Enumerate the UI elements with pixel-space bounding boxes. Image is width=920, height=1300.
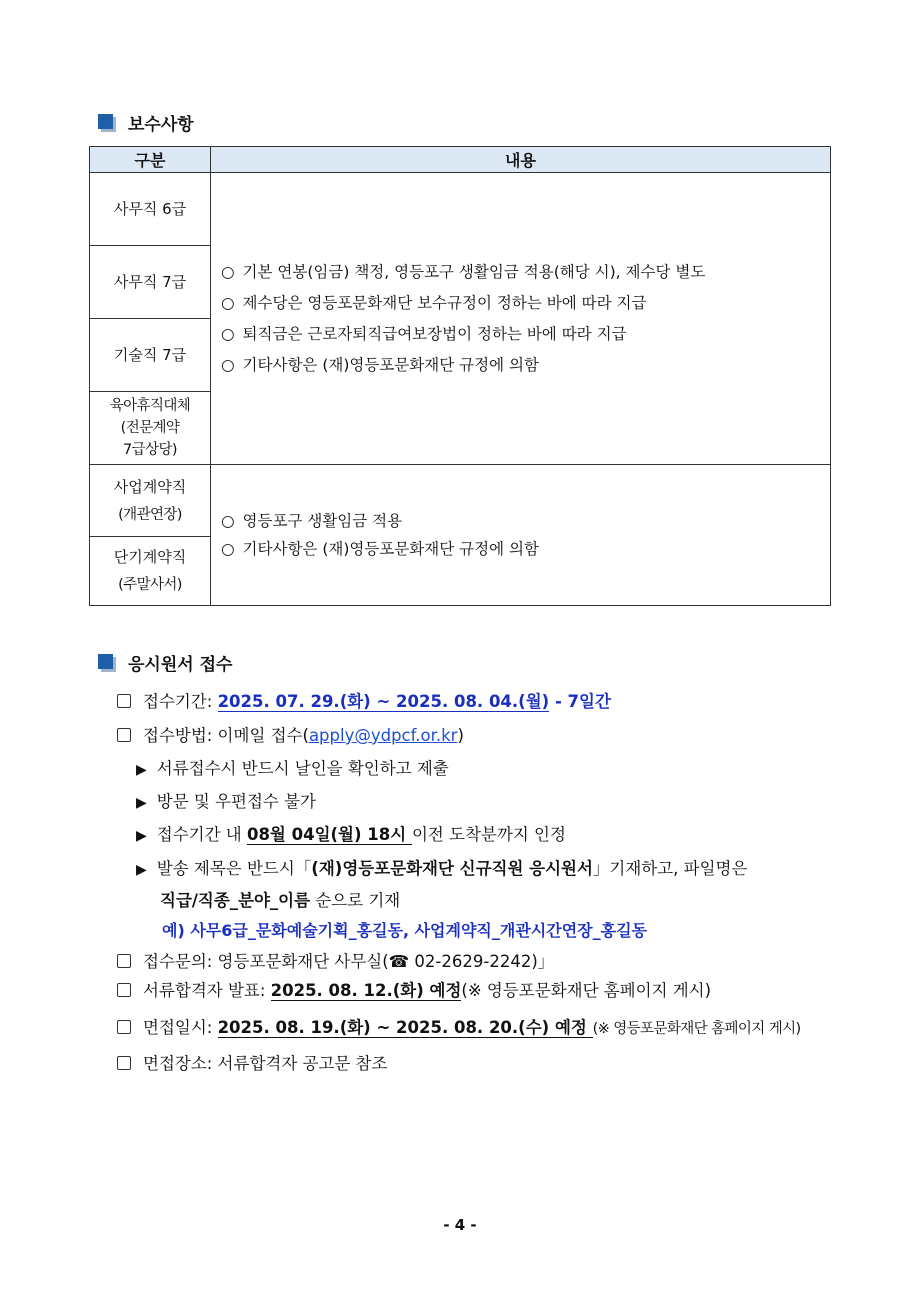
content-line xyxy=(221,350,830,381)
content-line xyxy=(221,507,830,535)
square-bullet-icon xyxy=(98,114,116,132)
email-link[interactable]: apply@ydpcf.or.kr xyxy=(308,726,458,745)
content-text: 기본 연봉(임금) 책정, 영등포구 생활임금 적용(해당 시), 제수당 별도 xyxy=(242,262,706,281)
inquiry-row xyxy=(117,948,554,972)
subject-text: (재)영등포문화재단 신규직원 응시원서 xyxy=(311,859,593,878)
header-content: 내용 xyxy=(211,147,831,173)
result-note: (※ 영등포문화재단 홈페이지 게시) xyxy=(461,981,712,1000)
sub-item-4 xyxy=(136,855,747,879)
interview-row xyxy=(117,1014,801,1038)
period-suffix: - 7일간 xyxy=(549,692,611,711)
category-line: 사업계약직 xyxy=(113,477,187,496)
triangle-bullet-icon: ▶ xyxy=(136,862,147,878)
category-cell: 기술직 7급 xyxy=(90,319,211,392)
category-cell xyxy=(90,465,211,537)
sub-item-text: 이전 도착분까지 인정 xyxy=(411,825,566,844)
sub-item-text: 발송 제목은 반드시「 xyxy=(156,859,312,878)
table-header-row xyxy=(90,147,831,173)
square-bullet-icon xyxy=(98,654,116,672)
circle-bullet-icon: ○ xyxy=(221,262,235,281)
pay-section-title-text: 보수사항 xyxy=(128,115,194,135)
apply-section-title-text: 응시원서 접수 xyxy=(128,655,233,675)
example-text: 예) 사무6급_문화예술기획_홍길동, 사업계약직_개관시간연장_홍길동 xyxy=(162,921,647,940)
sub-item-3 xyxy=(136,821,566,845)
checkbox-square-icon xyxy=(117,1056,131,1070)
interview-label: 면접일시: xyxy=(143,1018,218,1037)
content-text: 영등포구 생활임금 적용 xyxy=(242,512,403,530)
period-value: 2025. 07. 29.(화) ~ 2025. 08. 04.(월) xyxy=(217,692,550,711)
place-text: 면접장소: 서류합격자 공고문 참조 xyxy=(143,1054,388,1073)
sub-item-text: 서류접수시 반드시 날인을 확인하고 제출 xyxy=(156,759,449,778)
sub-item-text: 방문 및 우편접수 불가 xyxy=(156,792,316,811)
triangle-bullet-icon: ▶ xyxy=(136,795,147,811)
example-row xyxy=(162,918,647,941)
method-close: ) xyxy=(457,726,464,745)
checkbox-square-icon xyxy=(117,1020,131,1034)
category-cell xyxy=(90,537,211,606)
category-cell: 사무직 6급 xyxy=(90,173,211,246)
inquiry-text: 접수문의: 영등포문화재단 사무실(☎ 02-2629-2242)」 xyxy=(143,952,555,971)
category-line: (전문계약 xyxy=(120,420,180,436)
result-value: 2025. 08. 12.(화) 예정 xyxy=(270,981,462,1000)
apply-section-title xyxy=(98,650,232,675)
sub-item-text: 순으로 기재 xyxy=(310,891,401,910)
content-text: 퇴직금은 근로자퇴직급여보장법이 정하는 바에 따라 지급 xyxy=(242,324,627,343)
triangle-bullet-icon: ▶ xyxy=(136,828,147,844)
sub-item-2 xyxy=(136,788,316,812)
content-line xyxy=(221,257,830,288)
circle-bullet-icon: ○ xyxy=(221,540,235,558)
page-number: - 4 - xyxy=(443,1216,477,1234)
category-line: (개관연장) xyxy=(118,506,182,523)
table-row xyxy=(90,465,831,537)
category-line: 육아휴직대체 xyxy=(109,398,191,414)
category-cell: 사무직 7급 xyxy=(90,246,211,319)
period-row xyxy=(117,688,611,712)
table-row xyxy=(90,173,831,246)
checkbox-square-icon xyxy=(117,983,131,997)
content-cell-group1 xyxy=(211,173,831,465)
category-cell xyxy=(90,392,211,465)
content-line xyxy=(221,535,830,563)
filename-format: 직급/직종_분야_이름 xyxy=(160,891,311,910)
interview-note: (※ 영등포문화재단 홈페이지 게시) xyxy=(592,1021,801,1037)
result-label: 서류합격자 발표: xyxy=(143,981,271,1000)
circle-bullet-icon: ○ xyxy=(221,355,235,374)
checkbox-square-icon xyxy=(117,728,131,742)
content-text: 기타사항은 (재)영등포문화재단 규정에 의함 xyxy=(242,355,539,374)
checkbox-square-icon xyxy=(117,694,131,708)
triangle-bullet-icon: ▶ xyxy=(136,762,147,778)
checkbox-square-icon xyxy=(117,954,131,968)
method-row xyxy=(117,722,464,746)
content-cell-group2 xyxy=(211,465,831,606)
sub-item-text: 」기재하고, 파일명은 xyxy=(592,859,748,878)
sub-item-text: 접수기간 내 xyxy=(156,825,247,844)
sub-item-1 xyxy=(136,755,449,779)
result-row xyxy=(117,977,711,1001)
content-line xyxy=(221,288,830,319)
circle-bullet-icon: ○ xyxy=(221,512,235,530)
content-text: 제수당은 영등포문화재단 보수규정이 정하는 바에 따라 지급 xyxy=(242,293,647,312)
pay-table xyxy=(89,146,831,606)
content-text: 기타사항은 (재)영등포문화재단 규정에 의함 xyxy=(242,540,539,558)
pay-section-title xyxy=(98,110,194,135)
period-label: 접수기간: xyxy=(143,692,218,711)
interview-value: 2025. 08. 19.(화) ~ 2025. 08. 20.(수) 예정 xyxy=(217,1018,593,1037)
circle-bullet-icon: ○ xyxy=(221,324,235,343)
deadline-text: 08월 04일(월) 18시 xyxy=(246,825,412,844)
method-label: 접수방법: 이메일 접수( xyxy=(143,726,309,745)
place-row xyxy=(117,1050,387,1074)
header-category: 구분 xyxy=(90,147,211,173)
category-line: (주말사서) xyxy=(118,577,182,593)
sub-item-4-line2 xyxy=(160,887,400,911)
circle-bullet-icon: ○ xyxy=(221,293,235,312)
category-line: 단기계약직 xyxy=(113,548,187,566)
content-line xyxy=(221,319,830,350)
category-line: 7급상당) xyxy=(123,442,177,458)
